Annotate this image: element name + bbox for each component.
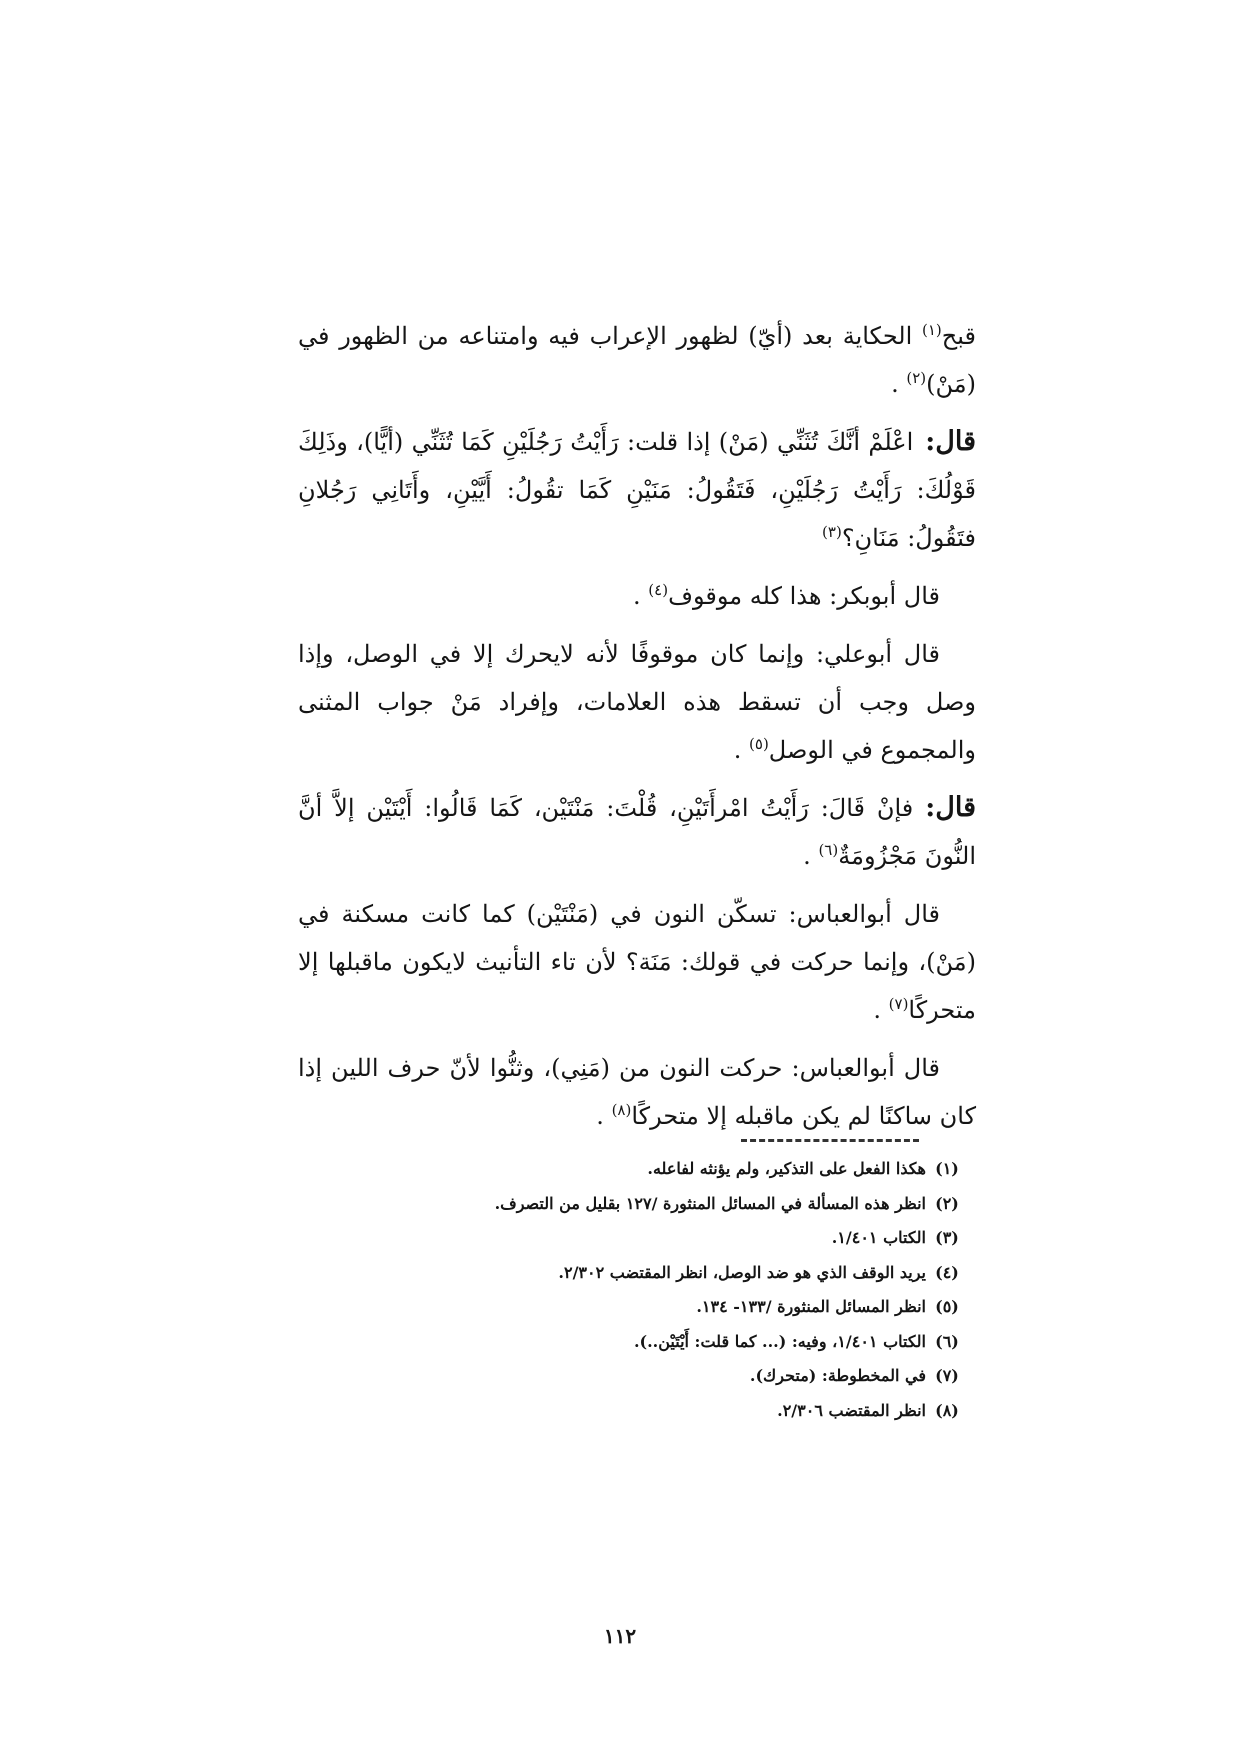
footnote-text: انظر المقتضب ٢/٣٠٦. bbox=[777, 1400, 926, 1420]
paragraph-text: . bbox=[891, 370, 907, 398]
paragraph-text: قال أبوالعباس: حركت النون من (مَنِي)، وثنُّوا لأنّ حرف اللين إذا كان ساكنًا لم يكن ماقبله إلا متحركًا bbox=[298, 1054, 976, 1130]
footnote-number: (١) bbox=[935, 1159, 959, 1178]
body-paragraph bbox=[298, 312, 976, 408]
footnote-number: (٦) bbox=[935, 1331, 959, 1351]
page-number: ١١٢ bbox=[603, 1624, 637, 1648]
footnote-number: (٥) bbox=[935, 1297, 959, 1316]
paragraph-text: فإنْ قَالَ: رَأَيْتُ امْرأَتَيْنِ، قُلْتَ: مَنْتَيْن، كَمَا قَالُوا: أَيْتَيْن إلاَّ أنَّ النُّونَ مَجْزُومَةٌ bbox=[298, 794, 976, 870]
footnote-text: انظر هذه المسألة في المسائل المنثورة /١٢٧ بقليل من التصرف. bbox=[494, 1193, 926, 1213]
footnote-separator bbox=[741, 1139, 919, 1142]
footnote-number: (٧) bbox=[935, 1366, 959, 1385]
paragraph-text: الحكاية بعد (أيّ) لظهور الإعراب فيه وامتناعه من الظهور في (مَنْ) bbox=[298, 322, 976, 398]
footnote-text: الكتاب ١/٤٠١، وفيه: (... كما قلت: أَيْتَيْن..). bbox=[633, 1331, 926, 1351]
footnote-reference: (٣) bbox=[822, 523, 842, 541]
footnote-number: (٤) bbox=[935, 1262, 959, 1282]
footnote-reference: (٨) bbox=[611, 1101, 632, 1119]
footnote-reference: (٢) bbox=[906, 369, 927, 387]
paragraph-text: . bbox=[596, 1102, 612, 1130]
footnote-item bbox=[268, 1394, 968, 1429]
paragraph-text: قال أبوعلي: وإنما كان موقوفًا لأنه لايحرك إلا في الوصل، وإذا وصل وجب أن تسقط هذه العلامات، وإفراد مَنْ جواب المثنى والمجموع في الوصل bbox=[298, 640, 976, 764]
footnote-reference: (٥) bbox=[749, 735, 769, 753]
paragraph-text: . bbox=[803, 842, 819, 870]
footnote-text: الكتاب ١/٤٠١. bbox=[831, 1228, 926, 1247]
footnote-reference: (٦) bbox=[818, 841, 839, 859]
body-paragraph bbox=[298, 890, 976, 1034]
footnote-text: يريد الوقف الذي هو ضد الوصل، انظر المقتضب ٢/٣٠٢. bbox=[558, 1262, 926, 1282]
main-text bbox=[298, 312, 976, 1150]
footnote-reference: (٧) bbox=[888, 995, 909, 1013]
footnote-item bbox=[268, 1290, 968, 1325]
body-paragraph bbox=[298, 572, 976, 620]
paragraph-text: قال أبوبكر: هذا كله موقوف bbox=[668, 582, 940, 610]
footnote-item bbox=[268, 1187, 968, 1222]
footnote-reference: (٤) bbox=[648, 581, 669, 599]
footnote-text: في المخطوطة: (متحرك). bbox=[749, 1366, 926, 1385]
paragraph-text: . bbox=[873, 996, 889, 1024]
footnote-item bbox=[268, 1325, 968, 1360]
body-paragraph bbox=[298, 418, 976, 562]
footnote-number: (٣) bbox=[935, 1228, 959, 1247]
body-paragraph bbox=[298, 630, 976, 774]
footnote-item bbox=[268, 1152, 968, 1187]
paragraph-text: . bbox=[733, 736, 750, 764]
footnote-text: هكذا الفعل على التذكير، ولم يؤنثه لفاعله. bbox=[647, 1159, 926, 1178]
footnote-reference: (١) bbox=[922, 321, 942, 339]
paragraph-text: قبح bbox=[941, 322, 976, 350]
paragraph-text: اعْلَمْ أنَّكَ تُثَنِّي (مَنْ) إذا قلت: رَأَيْتُ رَجُلَيْنِ كَمَا تُثَنِّي (أيًّا)، وذَلِكَ قَوْلُكَ: رَأَيْتُ رَجُلَيْنِ، فَتَقُولُ: مَنَيْنِ كَمَا تقُولُ: أَيَّيْنِ، وأَتَانِي رَجُلانِ فتَقُولُ: مَنَانِ؟ bbox=[298, 428, 976, 552]
paragraph-label: قال: bbox=[925, 426, 976, 457]
body-paragraph bbox=[298, 1044, 976, 1140]
paragraph-text: قال أبوالعباس: تسكّن النون في (مَنْتَيْن) كما كانت مسكنة في (مَنْ)، وإنما حركت في قولك: مَنَة؟ لأن تاء التأنيث لايكون ماقبلها إلا متحركًا bbox=[298, 900, 976, 1024]
footnote-item bbox=[268, 1256, 968, 1291]
footnote-item bbox=[268, 1221, 968, 1256]
paragraph-label: قال: bbox=[925, 792, 976, 823]
paragraph-text: . bbox=[633, 582, 649, 610]
body-paragraph bbox=[298, 784, 976, 880]
footnote-number: (٢) bbox=[935, 1193, 959, 1213]
footnote-item bbox=[268, 1359, 968, 1394]
footnote-number: (٨) bbox=[935, 1400, 959, 1420]
footnote-text: انظر المسائل المنثورة /١٣٣- ١٣٤. bbox=[696, 1297, 926, 1316]
footnotes-list bbox=[268, 1152, 968, 1428]
